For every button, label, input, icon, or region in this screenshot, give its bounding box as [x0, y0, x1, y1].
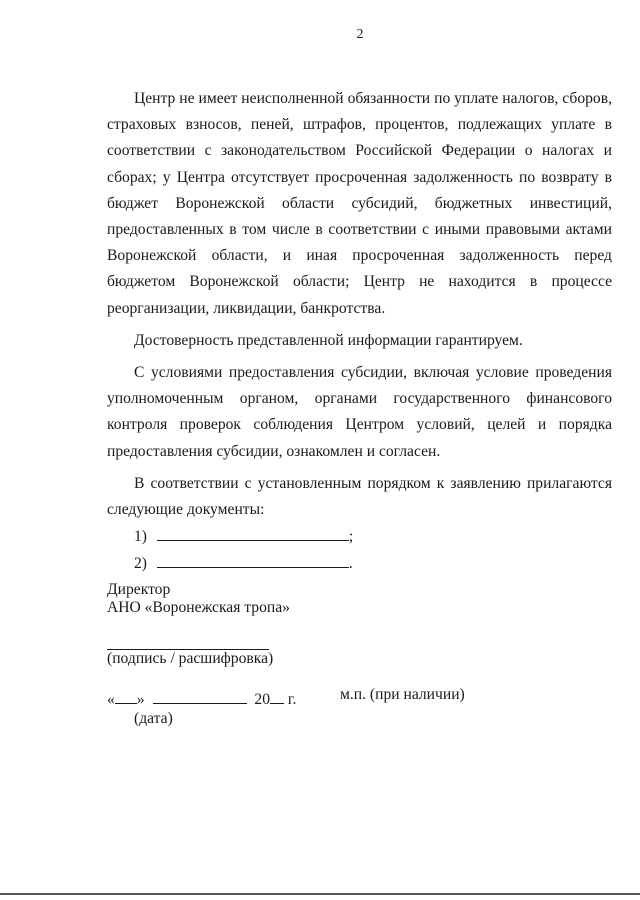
- attachment-number: 2): [134, 555, 147, 573]
- attachment-item-1: [134, 523, 612, 550]
- paragraph-attachments: В соответствии с установленным порядком к заявлению прилагаются следующие документы:: [107, 474, 612, 519]
- attachment-blank-field[interactable]: [157, 550, 349, 568]
- date-year-field[interactable]: [270, 686, 284, 704]
- signatory-position: Директор: [107, 581, 171, 598]
- seal-note: м.п. (при наличии): [340, 686, 465, 703]
- paragraph-obligations: Центр не имеет неисполненной обязанности по уплате налогов, сборов, страховых взносов, пеней, штрафов, процентов, подлежащих уплате в соответствии с законодательством Российской Федерации о налогах и сборах; у Центра отсутствует просроченная задолженность по возврату в бюджет Воронежской области субсидий, бюджетных инвестиций, предоставленных в том числе в соответствии с иными правовыми актами Воронежской области, и иная просроченная задолженность перед бюджетом Воронежской области; Центр не находится в процессе реорганизации, ликвидации, банкротства.: [107, 90, 612, 317]
- date-line: [107, 686, 296, 709]
- date-open-quote: «: [107, 691, 115, 708]
- signatory-organization: АНО «Воронежская тропа»: [107, 599, 290, 616]
- date-month-field[interactable]: [153, 686, 247, 704]
- attachment-blank-field[interactable]: [157, 523, 349, 541]
- page-bottom-edge: [0, 893, 640, 895]
- date-year-suffix: г.: [287, 691, 297, 708]
- date-close-quote: »: [136, 691, 145, 708]
- date-caption: (дата): [134, 710, 173, 727]
- attachment-end-mark: ;: [348, 528, 354, 546]
- page-number: 2: [356, 27, 364, 42]
- attachment-end-mark: .: [348, 555, 353, 573]
- date-year-prefix: 20: [254, 691, 270, 708]
- attachment-item-2: [134, 550, 612, 577]
- date-day-field[interactable]: [115, 686, 137, 704]
- attachment-number: 1): [134, 528, 147, 546]
- signature-caption: (подпись / расшифровка): [107, 650, 274, 667]
- paragraph-reliability: Достоверность представленной информации гарантируем.: [134, 331, 523, 349]
- paragraph-conditions: С условиями предоставления субсидии, включая условие проведения уполномоченным органом, органами государственного финансового контроля проверок соблюдения Центром условий, целей и порядка предоставления субсидии, ознакомлен и согласен.: [107, 364, 612, 460]
- document-body: [107, 86, 612, 577]
